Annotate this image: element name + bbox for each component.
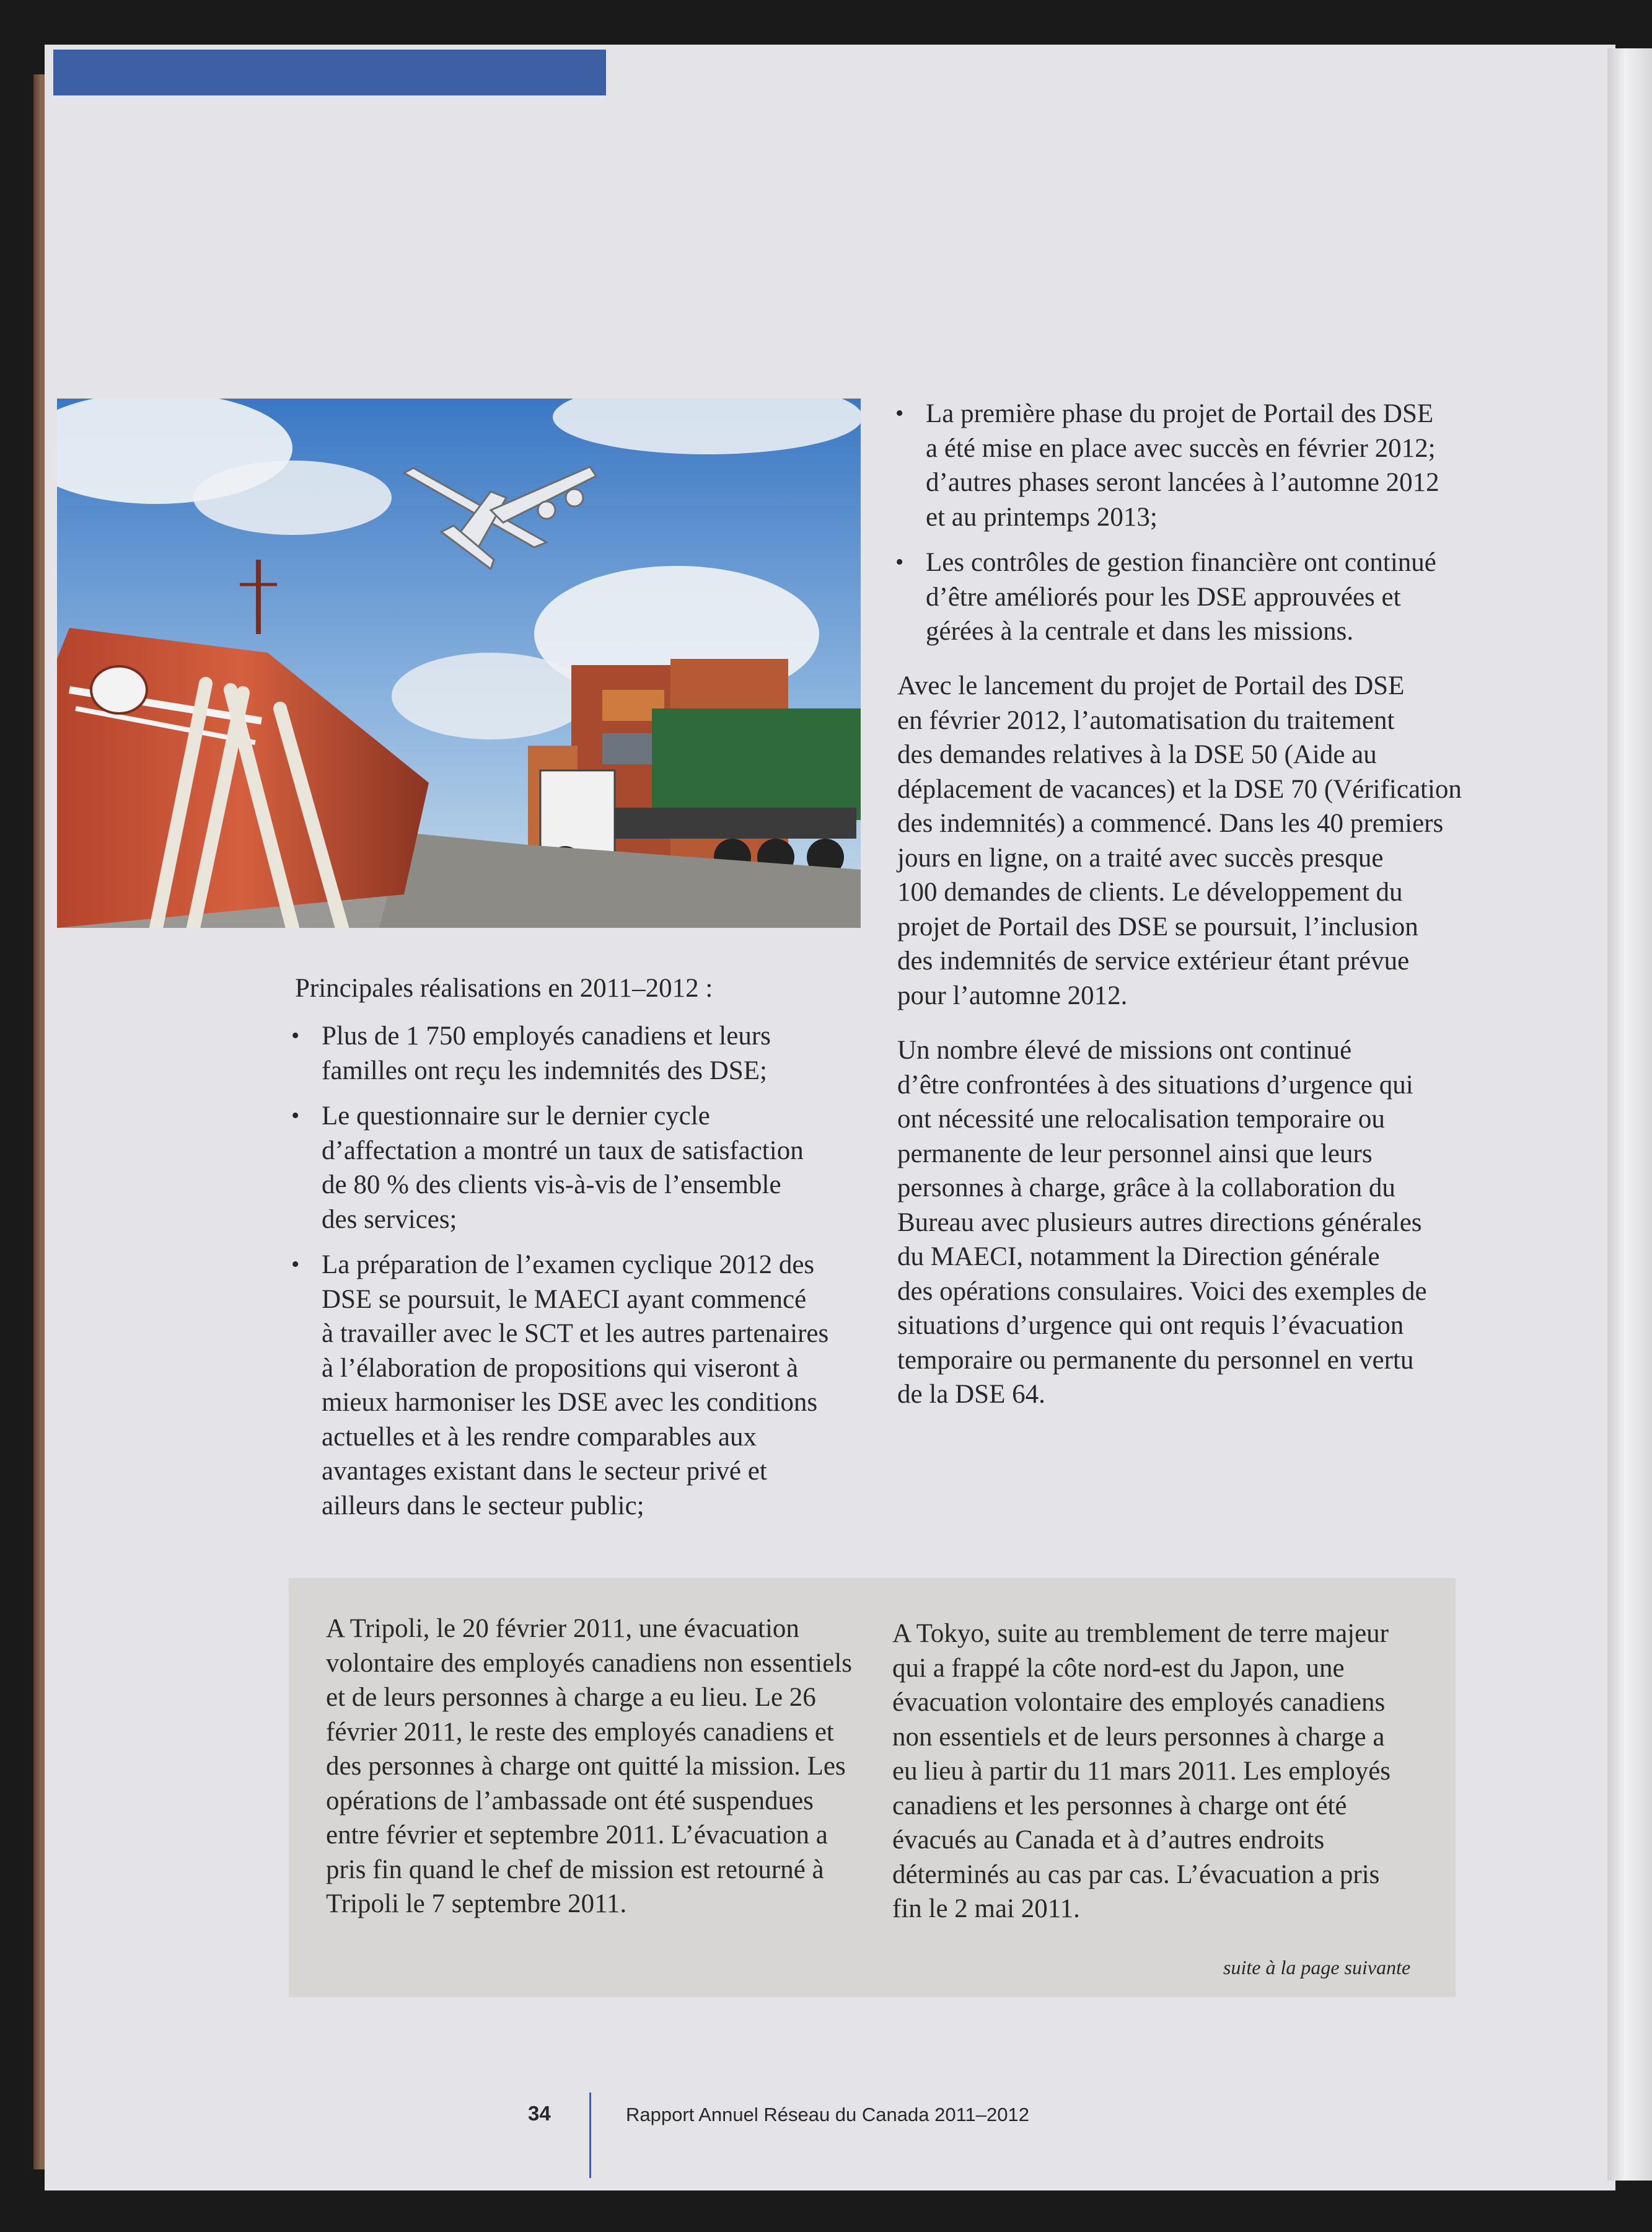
continued-note: suite à la page suivante (1223, 1956, 1411, 1978)
header-accent-bar (53, 50, 606, 95)
portal-paragraph: Avec le lancement du projet de Portail des DSE en février 2012, l’automatisation du traitement des demandes relatives à la DSE 50 (Aide au déplacement de vacances) et la DSE 70 (Vérification des indemnités) a commencé. Dans les 40 premiers jours en ligne, on a traité avec succès presque 100 demandes de clients. Le développement du projet de Portail des DSE se poursuit, l’inclusion des indemnités de service extérieur étant prévue pour l’automne 2012. (897, 671, 1462, 1010)
achievements-list-left (291, 1019, 849, 1534)
list-item: • Plus de 1 750 employés canadiens et leurs familles ont reçu les indemnités des DSE; (291, 1019, 849, 1088)
footer-divider (589, 2093, 591, 2178)
footer-title: Rapport Annuel Réseau du Canada 2011–2012 (626, 2104, 1029, 2125)
page-edge (1607, 48, 1652, 2181)
list-item: • La préparation de l’examen cyclique 2012 des DSE se poursuit, le MAECI ayant commencé à travailler avec le SCT et les autres partenaires à l’élaboration de propositions qui viseront à mieux harmoniser les DSE avec les conditions actuelles et à les rendre comparables aux avantages existant dans le secteur privé et ailleurs dans le secteur public; (291, 1248, 849, 1523)
bullet-icon: • (291, 1023, 300, 1049)
tokyo-paragraph: A Tokyo, suite au tremblement de terre majeur qui a frappé la côte nord-est du Japon, une évacuation volontaire des employés canadiens non essentiels et de leurs personnes à charge a eu lieu à partir du 11 mars 2011. Les employés canadiens et les personnes à charge ont été évacués au Canada et à d’autres endroits déterminés au cas par cas. L’évacuation a pris fin le 2 mai 2011. (892, 1619, 1391, 1923)
bullet-icon: • (895, 400, 904, 426)
tripoli-paragraph: A Tripoli, le 20 février 2011, une évacuation volontaire des employés canadiens non essentiels et de leurs personnes à charge a eu lieu. Le 26 février 2011, le reste des employés canadiens et des personnes à charge ont quitté la mission. Les opérations de l’ambassade ont été suspendues entre février et septembre 2011. L’évacuation a pris fin quand le chef de mission est retourné à Tripoli le 7 septembre 2011. (326, 1614, 853, 1918)
bullet-icon: • (895, 549, 904, 575)
achievements-intro: Principales réalisations en 2011–2012 : (295, 974, 713, 1003)
list-item: • Les contrôles de gestion financière ont continué d’être améliorés pour les DSE approuvées et gérées à la centrale et dans les missions. (895, 545, 1478, 649)
emergency-paragraph: Un nombre élevé de missions ont continué d’être confrontées à des situations d’urgence qui ont nécessité une relocalisation temporaire ou permanente de leur personnel ainsi que leurs personnes à charge, grâce à la collaboration du Bureau avec plusieurs autres directions générales du MAECI, notamment la Direction générale des opérations consulaires. Voici des exemples de situations d’urgence qui ont requis l’évacuation temporaire ou permanente du personnel en vertu de la DSE 64. (897, 1036, 1427, 1409)
achievements-list-right (895, 397, 1478, 660)
cargo-port-photo (57, 399, 861, 928)
list-item: • La première phase du projet de Portail des DSE a été mise en place avec succès en février 2012; d’autres phases seront lancées à l’automne 2012 et au printemps 2013; (895, 397, 1478, 534)
list-item: • Le questionnaire sur le dernier cycle d’affectation a montré un taux de satisfaction de 80 % des clients vis-à-vis de l’ensemble des services; (291, 1099, 849, 1237)
bullet-icon: • (291, 1251, 300, 1277)
bullet-icon: • (291, 1103, 300, 1129)
page-number: 34 (528, 2102, 551, 2125)
